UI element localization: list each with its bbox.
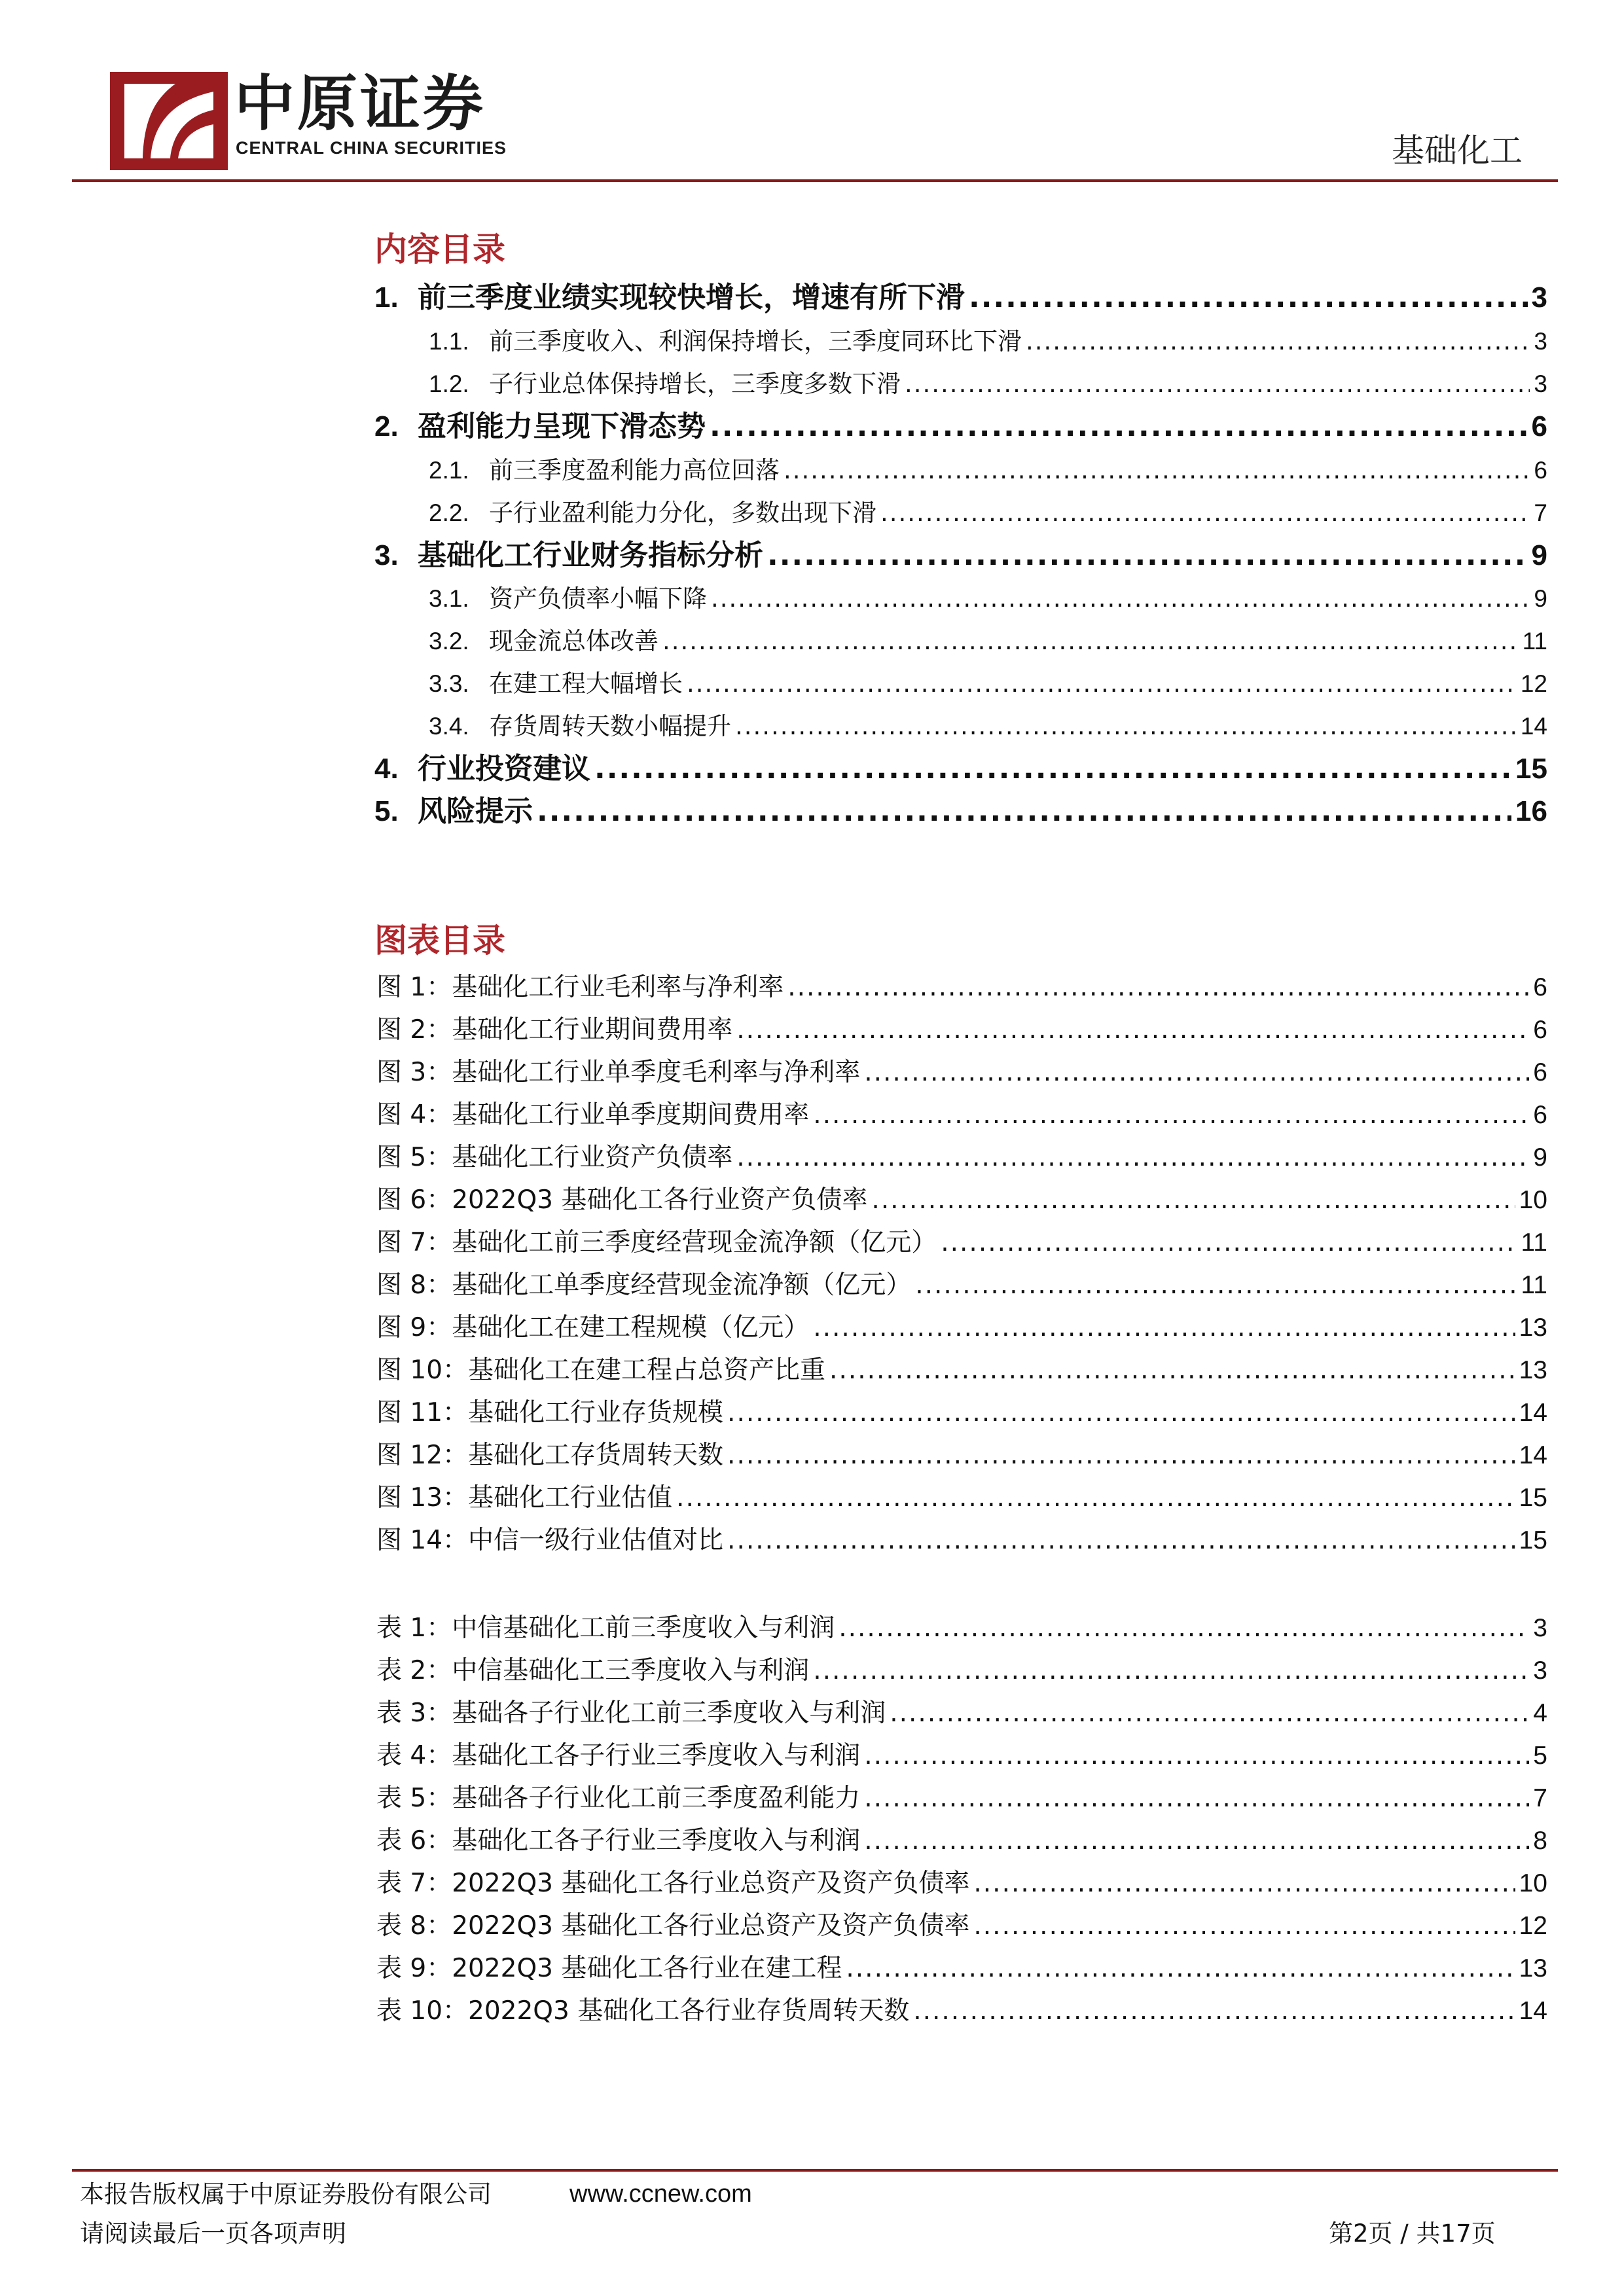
toc-item-number: 3.4. [429, 713, 469, 740]
figure-list-item[interactable] [376, 1441, 1547, 1471]
table-item-title: 中信基础化工三季度收入与利润 [452, 1656, 810, 1685]
table-item-prefix: 表 7： [376, 1869, 452, 1898]
toc-item-number: 1.1. [429, 328, 469, 355]
figure-list-item[interactable] [376, 1101, 1547, 1130]
figure-item-prefix: 图 12： [376, 1441, 469, 1470]
figure-item-title: 2022Q3 基础化工各行业资产负债率 [452, 1185, 868, 1215]
figure-item-prefix: 图 3： [376, 1058, 452, 1087]
toc-item-number: 3.2. [429, 628, 469, 655]
toc-item-page: 3 [1531, 281, 1547, 314]
toc-leader-dots [710, 410, 1528, 444]
figure-item-prefix: 图 10： [376, 1355, 469, 1385]
figure-item-title: 基础化工单季度经营现金流净额（亿元） [452, 1270, 912, 1300]
figure-item-title: 基础化工存货周转天数 [468, 1441, 724, 1470]
figure-leader-dots [915, 1271, 1517, 1300]
table-list-item[interactable] [376, 1657, 1547, 1686]
figure-item-prefix: 图 2： [376, 1015, 452, 1045]
footer-copyright: 本报告版权属于中原证券股份有限公司 [80, 2180, 492, 2208]
table-item-prefix: 表 5： [376, 1784, 452, 1813]
figure-leader-dots [813, 1101, 1529, 1130]
toc-heading: 内容目录 [374, 230, 505, 268]
toc-item-number: 1.2. [429, 370, 469, 397]
table-item-page: 12 [1519, 1912, 1547, 1940]
toc-item-title: 风险提示 [418, 795, 533, 828]
toc-item-title: 前三季度业绩实现较快增长，增速有所下滑 [418, 281, 965, 314]
figure-item-title: 中信一级行业估值对比 [468, 1526, 724, 1555]
table-list-item[interactable] [376, 1869, 1547, 1899]
table-item-title: 2022Q3 基础化工各行业总资产及资产负债率 [452, 1869, 970, 1898]
toc-leader-dots [784, 457, 1530, 485]
figure-leader-dots [871, 1186, 1515, 1215]
brand-name-cn: 中原证券 [234, 68, 486, 139]
figure-list-item[interactable] [376, 1399, 1547, 1428]
figure-item-page: 6 [1533, 1101, 1547, 1129]
table-item-prefix: 表 3： [376, 1698, 452, 1728]
figure-list-item[interactable] [376, 1058, 1547, 1088]
table-item-prefix: 表 10： [376, 1996, 469, 2026]
footer-divider [72, 2169, 1558, 2172]
toc-item-number: 2.2. [429, 499, 469, 526]
toc-item[interactable] [429, 457, 1547, 485]
toc-leader-dots [905, 370, 1530, 399]
figure-leader-dots [864, 1058, 1529, 1088]
toc-item-number: 3.3. [429, 670, 469, 697]
figure-item-prefix: 图 6： [376, 1185, 452, 1215]
figure-item-page: 13 [1519, 1356, 1547, 1384]
figure-item-prefix: 图 13： [376, 1483, 469, 1513]
toc-item-title: 资产负债率小幅下降 [489, 584, 707, 613]
table-item-page: 13 [1519, 1954, 1547, 1982]
figure-leader-dots [736, 1143, 1529, 1173]
toc-item-page: 16 [1515, 795, 1547, 827]
figure-item-prefix: 图 5： [376, 1143, 452, 1172]
toc-leader-dots [594, 753, 1511, 786]
figure-item-page: 9 [1533, 1143, 1547, 1172]
figure-item-page: 11 [1521, 1271, 1547, 1299]
toc-item[interactable] [374, 795, 1547, 829]
toc-item-title: 行业投资建议 [418, 752, 590, 785]
toc-item-title: 前三季度收入、利润保持增长，三季度同环比下滑 [489, 327, 1022, 355]
figure-item-title: 基础化工在建工程规模（亿元） [452, 1313, 810, 1342]
toc-leader-dots [969, 281, 1528, 315]
toc-item[interactable] [374, 539, 1547, 573]
toc-item-title: 存货周转天数小幅提升 [489, 712, 731, 740]
table-leader-dots [973, 1912, 1515, 1941]
footer-disclaimer: 请阅读最后一页各项声明 [80, 2219, 346, 2248]
table-list-item[interactable] [376, 1742, 1547, 1771]
table-item-title: 基础化工各子行业三季度收入与利润 [452, 1826, 861, 1856]
table-list-item[interactable] [376, 1784, 1547, 1814]
table-item-page: 5 [1533, 1742, 1547, 1770]
report-section-name: 基础化工 [1392, 132, 1523, 170]
toc-item-number: 2. [374, 410, 399, 442]
table-leader-dots [890, 1699, 1529, 1729]
toc-item-page: 9 [1534, 585, 1547, 612]
toc-item-page: 7 [1534, 499, 1547, 526]
toc-item[interactable] [429, 499, 1547, 528]
table-item-title: 基础各子行业化工前三季度收入与利润 [452, 1698, 886, 1728]
toc-item-page: 3 [1534, 370, 1547, 397]
table-item-prefix: 表 1： [376, 1613, 452, 1643]
toc-item[interactable] [429, 585, 1547, 613]
figure-item-prefix: 图 11： [376, 1398, 469, 1427]
table-item-page: 8 [1533, 1827, 1547, 1855]
figure-leader-dots [941, 1229, 1517, 1258]
figure-item-page: 10 [1519, 1186, 1547, 1214]
toc-item-number: 3. [374, 539, 399, 571]
figure-item-title: 基础化工行业毛利率与净利率 [452, 973, 784, 1002]
toc-item[interactable] [429, 370, 1547, 399]
footer-page-info: 第2页 / 共17页 [1329, 2219, 1496, 2248]
table-item-title: 中信基础化工前三季度收入与利润 [452, 1613, 835, 1643]
toc-item-page: 12 [1520, 670, 1547, 697]
table-leader-dots [864, 1827, 1529, 1856]
table-leader-dots [864, 1784, 1529, 1814]
table-leader-dots [864, 1742, 1529, 1771]
toc-item-title: 盈利能力呈现下滑态势 [418, 410, 706, 443]
figure-item-title: 基础化工行业存货规模 [468, 1398, 724, 1427]
toc-item-title: 子行业总体保持增长，三季度多数下滑 [489, 370, 901, 398]
figure-item-page: 15 [1519, 1526, 1547, 1554]
page-header [0, 0, 1624, 190]
table-item-page: 7 [1533, 1784, 1547, 1812]
figure-leader-dots [676, 1484, 1515, 1513]
figure-item-title: 基础化工行业估值 [468, 1483, 673, 1513]
toc-item-page: 9 [1531, 539, 1547, 571]
toc-leader-dots [1026, 328, 1530, 356]
figure-list-item[interactable] [376, 1356, 1547, 1386]
table-item-prefix: 表 6： [376, 1826, 452, 1856]
table-item-page: 10 [1519, 1869, 1547, 1897]
toc-item-title: 前三季度盈利能力高位回落 [489, 456, 780, 484]
figure-item-prefix: 图 14： [376, 1526, 469, 1555]
toc-item-title: 现金流总体改善 [489, 627, 659, 655]
header-divider [72, 179, 1558, 182]
toc-item-number: 4. [374, 753, 399, 785]
toc-leader-dots [662, 628, 1519, 656]
table-item-title: 2022Q3 基础化工各行业在建工程 [452, 1954, 842, 1983]
toc-item-number: 1. [374, 281, 399, 314]
figure-item-title: 基础化工行业单季度期间费用率 [452, 1100, 810, 1130]
table-list-item[interactable] [376, 1827, 1547, 1856]
toc-item[interactable] [429, 328, 1547, 356]
toc-item[interactable] [374, 753, 1547, 786]
figure-list-item[interactable] [376, 1229, 1547, 1258]
central-china-securities-logo-icon [110, 72, 228, 170]
figure-item-page: 6 [1533, 1058, 1547, 1086]
table-item-page: 3 [1533, 1614, 1547, 1642]
figure-leader-dots [787, 973, 1529, 1003]
figure-item-title: 基础化工行业资产负债率 [452, 1143, 733, 1172]
toc-leader-dots [537, 795, 1511, 829]
table-list-item[interactable] [376, 1614, 1547, 1643]
toc-item[interactable] [429, 670, 1547, 698]
figure-item-prefix: 图 1： [376, 973, 452, 1002]
toc-item-page: 15 [1515, 753, 1547, 785]
toc-item-number: 2.1. [429, 457, 469, 484]
figure-item-page: 11 [1521, 1229, 1547, 1257]
toc-leader-dots [767, 539, 1528, 573]
table-item-title: 2022Q3 基础化工各行业总资产及资产负债率 [452, 1911, 970, 1941]
table-item-page: 3 [1533, 1657, 1547, 1685]
table-list-item[interactable] [376, 1997, 1547, 2026]
table-leader-dots [846, 1954, 1515, 1984]
table-item-prefix: 表 9： [376, 1954, 452, 1983]
figure-leader-dots [727, 1399, 1515, 1428]
toc-item[interactable] [374, 410, 1547, 444]
toc-item[interactable] [429, 628, 1547, 656]
table-list-item[interactable] [376, 1912, 1547, 1941]
toc-leader-dots [735, 713, 1517, 741]
table-leader-dots [839, 1614, 1529, 1643]
figure-list-item[interactable] [376, 1186, 1547, 1215]
figure-leader-dots [829, 1356, 1515, 1386]
toc-leader-dots [880, 499, 1530, 528]
table-list-item[interactable] [376, 1699, 1547, 1729]
toc-item-page: 3 [1534, 328, 1547, 355]
figure-item-page: 13 [1519, 1314, 1547, 1342]
table-item-page: 14 [1519, 1997, 1547, 2025]
table-list-item[interactable] [376, 1954, 1547, 1984]
toc-leader-dots [711, 585, 1530, 613]
figure-item-title: 基础化工前三季度经营现金流净额（亿元） [452, 1228, 937, 1257]
table-leader-dots [813, 1657, 1529, 1686]
figure-item-page: 14 [1519, 1441, 1547, 1469]
figure-item-page: 6 [1533, 1016, 1547, 1044]
figure-list-item[interactable] [376, 1484, 1547, 1513]
table-item-title: 2022Q3 基础化工各行业存货周转天数 [468, 1996, 910, 2026]
figure-item-prefix: 图 7： [376, 1228, 452, 1257]
toc-item-page: 11 [1522, 628, 1547, 655]
figure-item-title: 基础化工行业单季度毛利率与净利率 [452, 1058, 861, 1087]
table-item-title: 基础化工各子行业三季度收入与利润 [452, 1741, 861, 1770]
toc-item-title: 基础化工行业财务指标分析 [418, 539, 763, 572]
figure-list-item[interactable] [376, 1314, 1547, 1343]
toc-item-page: 6 [1534, 457, 1547, 484]
table-item-page: 4 [1533, 1699, 1547, 1727]
figure-list-item[interactable] [376, 1271, 1547, 1300]
toc-item-title: 子行业盈利能力分化，多数出现下滑 [489, 499, 876, 527]
figure-list-item[interactable] [376, 1526, 1547, 1556]
figure-item-page: 6 [1533, 973, 1547, 1001]
table-leader-dots [913, 1997, 1515, 2026]
figure-list-item[interactable] [376, 1143, 1547, 1173]
brand-name-en: CENTRAL CHINA SECURITIES [236, 138, 507, 158]
figure-item-page: 14 [1519, 1399, 1547, 1427]
figure-leader-dots [736, 1016, 1529, 1045]
figure-item-title: 基础化工在建工程占总资产比重 [468, 1355, 826, 1385]
table-item-prefix: 表 8： [376, 1911, 452, 1941]
toc-item-page: 14 [1520, 713, 1547, 740]
table-item-title: 基础各子行业化工前三季度盈利能力 [452, 1784, 861, 1813]
figure-list-item[interactable] [376, 973, 1547, 1003]
figure-item-prefix: 图 8： [376, 1270, 452, 1300]
table-leader-dots [973, 1869, 1515, 1899]
toc-leader-dots [687, 670, 1517, 698]
toc-item-number: 3.1. [429, 585, 469, 612]
figure-item-prefix: 图 4： [376, 1100, 452, 1130]
toc-item[interactable] [429, 713, 1547, 741]
table-item-prefix: 表 4： [376, 1741, 452, 1770]
figure-list-item[interactable] [376, 1016, 1547, 1045]
toc-item-title: 在建工程大幅增长 [489, 670, 683, 698]
figure-leader-dots [813, 1314, 1515, 1343]
figure-leader-dots [727, 1441, 1515, 1471]
figure-item-title: 基础化工行业期间费用率 [452, 1015, 733, 1045]
table-item-prefix: 表 2： [376, 1656, 452, 1685]
footer-url-link[interactable]: www.ccnew.com [569, 2180, 752, 2208]
figure-leader-dots [727, 1526, 1515, 1556]
toc-item[interactable] [374, 281, 1547, 315]
toc-item-number: 5. [374, 795, 399, 827]
toc-item-page: 6 [1531, 410, 1547, 442]
figures-heading: 图表目录 [374, 922, 505, 960]
figure-item-prefix: 图 9： [376, 1313, 452, 1342]
figure-item-page: 15 [1519, 1484, 1547, 1512]
